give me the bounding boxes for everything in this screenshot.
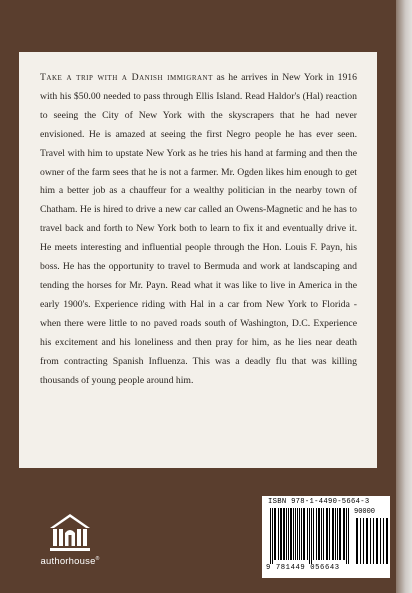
blurb-body: as he arrives in New York in 1916 with his $50.00 needed to pass through Ellis Island. Read Haldor's (Hal) reaction to seeing the City of New York with the skyscrapers that he had never envisioned. He is amazed at seeing the first Negro people he has ever seen. Travel with him to upstate New York as he tries his hand at farming and then the owner of the farm sees that he is not a farmer. Mr. Ogden likes him enough to get him a better job as a chauffeur for a wealthy politician in the nearby town of Chatham. He is hired to drive a new car called an Owens-Magnetic and he has to travel back and forth to New York both to learn to fix it and eventually drive it. He meets interesting and influential people through the Hon. Louis F. Payn, his boss. He has the opportunity to travel to Bermuda and work at landscaping and tending the horses for Mr. Payn. Read what it was like to live in America in the early 1900's. Experience riding with Hal in a car from New York to Florida - when there were little to no paved roads south of Washington, D.C. Experience his excitement and his loneliness and then pray for him, as he lies near death from contracting Spanish Influenza. This was a deadly flu that was killing thousands of young people around him.	[40, 72, 357, 386]
publisher-logo	[30, 511, 110, 573]
price-code: 90000	[354, 508, 376, 516]
blurb-panel	[19, 52, 377, 468]
blurb-text	[40, 69, 357, 390]
authorhouse-logo-icon	[30, 511, 110, 555]
ean-digits: 9 781449 056643	[266, 564, 340, 572]
page-edge	[396, 0, 412, 593]
publisher-name: authorhouse®	[40, 556, 100, 568]
blurb-lead: Take a trip with a Danish immigrant	[40, 72, 213, 83]
isbn-barcode	[262, 496, 390, 578]
isbn-text: ISBN 978-1-4490-5664-3	[268, 498, 370, 506]
